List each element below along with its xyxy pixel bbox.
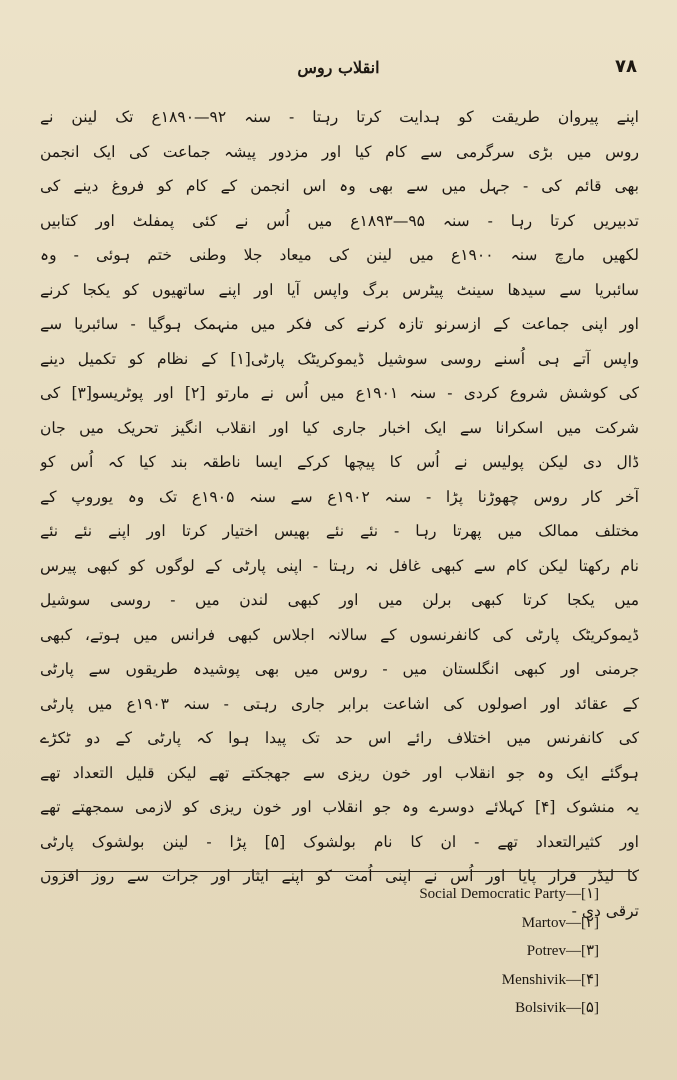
text-line: شرکت میں اسکرانا سے ایک اخبار جاری کیا اور انقلاب انگیز تحریک میں جان (40, 418, 639, 437)
text-line: ہوگئے ایک وہ جو انقلاب اور خون ریزی سے جھجکتے تھے لیکن قلیل التعداد تھے (40, 763, 639, 782)
footnote: Bolsivik—[۵] (515, 1000, 599, 1016)
footnote: Social Democratic Party—[۱] (419, 886, 599, 902)
text-line: کا لیڈر قرار پایا اور اُس نے اپنی اُمت کو اپنے ایثار اور جرات سے روز افزوں (40, 867, 639, 885)
footnote: Potrev—[۳] (526, 943, 599, 959)
text-line: بھی قائم کی - جہل میں سے بھی وہ اس انجمن کے کام کو فروغ دینے کی (40, 177, 639, 195)
text-line: ڈیموکریٹک پارٹی کی کانفرنسوں کے سالانہ اجلاس کبھی فرانس میں ہوتے، کبھی (40, 625, 639, 644)
text-line: ڈال دی لیکن پولیس نے اُس کا پیچھا کرکے ایسا ناطقہ بند کیا کہ اُس کو (40, 453, 639, 471)
text-line: تدبیریں کرتا رہا - سنہ ۹۵—۱۸۹۳ع میں اُس نے کئی پمفلٹ اور کتابیں (40, 211, 639, 230)
footnote-divider (45, 871, 632, 872)
text-line: جرمنی اور کبھی انگلستان میں - روس میں بھی پوشیدہ طریقوں سے پارٹی (40, 660, 639, 678)
text-line: کی کانفرنس میں اختلاف رائے اس حد تک پیدا ہوا کہ پارٹی کے دو ٹکڑے (40, 729, 639, 747)
text-line: اور کثیرالتعداد تھے - ان کا نام بولشوک [۵] پڑا - لینن بولشوک پارٹی (40, 832, 639, 851)
text-line: واپس آتے ہی اُسنے روسی سوشیل ڈیموکریٹک پارٹی[۱] کے نظام کو تکمیل دینے (40, 349, 639, 368)
text-line: روس میں بڑی سرگرمی سے کام کیا اور مزدور پیشہ جماعت کی ایک انجمن (40, 142, 639, 161)
page-number: ۷۸ (615, 56, 637, 77)
running-head (40, 56, 637, 84)
text-line: نام رکھتا لیکن کام سے کبھی غافل نہ رہتا - اپنی پارٹی کے لوگوں کو کبھی پیرس (40, 556, 639, 575)
text-line: میں یکجا کرتا کبھی برلن میں اور کبھی لندن میں - روسی سوشیل (40, 591, 639, 609)
body-text (40, 100, 639, 928)
text-line: اور اپنی جماعت کے ازسرنو تازہ کرنے کی فکر میں منہمک ہوگیا - سائبریا سے (40, 315, 639, 333)
text-line: مختلف ممالک میں پھرتا رہا - نئے نئے بھیس اختیار کرتا اور اپنے نئے نئے (40, 522, 639, 540)
footnotes (199, 880, 599, 1023)
text-line: سائبریا سے سیدھا سینٹ پیٹرس برگ واپس آیا اور اپنے ساتھیوں کو یکجا کرنے (40, 280, 639, 299)
footnote: Martov—[۲] (521, 914, 599, 931)
text-line: کے عقائد اور اصولوں کی اشاعت برابر جاری رہتی - سنہ ۱۹۰۳ع میں پارٹی (40, 694, 639, 713)
text-line: لکھیں مارچ سنہ ۱۹۰۰ع میں لینن کی میعاد جلا وطنی ختم ہوئی - وہ (40, 246, 639, 264)
text-line: یہ منشوک [۴] کہلائے دوسرے وہ جو انقلاب اور خون ریزی کو لازمی سمجھتے تھے (40, 798, 639, 816)
text-line: ترقی دی - (571, 901, 639, 920)
text-line: کی کوشش شروع کردی - سنہ ۱۹۰۱ع میں اُس نے مارتو [۲] اور پوٹریسو[۳] کی (40, 384, 639, 402)
chapter-title: انقلاب روس (297, 58, 380, 77)
footnote: Menshivik—[۴] (501, 971, 599, 988)
text-line: اپنے پیروان طریقت کو ہدایت کرتا رہتا - سنہ ۹۲—۱۸۹۰ع تک لینن نے (40, 108, 639, 126)
text-line: آخر کار روس چھوڑنا پڑا - سنہ ۱۹۰۲ع سے سنہ ۱۹۰۵ع تک وہ یوروپ کے (40, 487, 639, 506)
